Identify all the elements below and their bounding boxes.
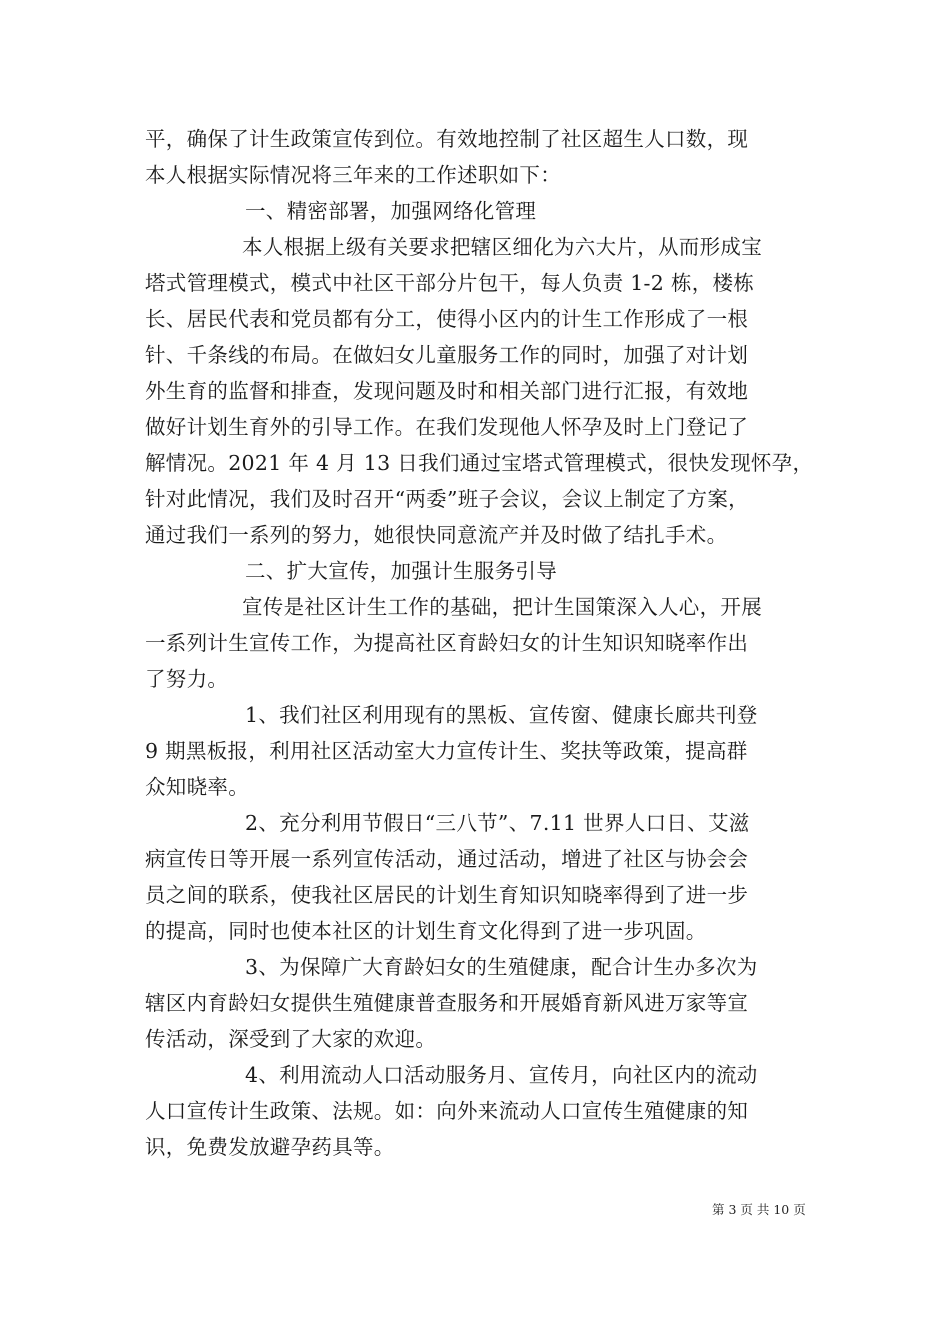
section-heading: 二、扩大宣传，加强计生服务引导 — [245, 559, 557, 583]
text-line: 的提高，同时也使本社区的计划生育文化得到了进一步巩固。 — [145, 919, 707, 943]
text-line: 传活动，深受到了大家的欢迎。 — [145, 1027, 437, 1051]
section-heading: 一、精密部署，加强网络化管理 — [245, 199, 537, 223]
text-line: 9 期黑板报，利用社区活动室大力宣传计生、奖扶等政策，提高群 — [145, 739, 748, 763]
text-line: 员之间的联系，使我社区居民的计划生育知识知晓率得到了进一步 — [145, 883, 749, 907]
text-line: 外生育的监督和排查，发现问题及时和相关部门进行汇报，有效地 — [145, 379, 749, 403]
text-line: 众知晓率。 — [145, 775, 249, 799]
text-line: 一系列计生宣传工作，为提高社区育龄妇女的计生知识知晓率作出 — [145, 631, 749, 655]
text-line: 平，确保了计生政策宣传到位。有效地控制了社区超生人口数，现 — [145, 127, 749, 151]
text-line: 辖区内育龄妇女提供生殖健康普查服务和开展婚育新风进万家等宣 — [145, 991, 749, 1015]
text-line: 做好计划生育外的引导工作。在我们发现他人怀孕及时上门登记了 — [145, 415, 749, 439]
text-line: 了努力。 — [145, 667, 229, 691]
text-line: 宣传是社区计生工作的基础，把计生国策深入人心，开展 — [242, 595, 762, 619]
text-line: 识，免费发放避孕药具等。 — [145, 1135, 395, 1159]
text-line: 针、千条线的布局。在做妇女儿童服务工作的同时，加强了对计划 — [145, 343, 749, 367]
text-line: 针对此情况，我们及时召开“两委”班子会议，会议上制定了方案， — [145, 487, 749, 511]
text-line: 人口宣传计生政策、法规。如：向外来流动人口宣传生殖健康的知 — [145, 1099, 749, 1123]
text-line: 通过我们一系列的努力，她很快同意流产并及时做了结扎手术。 — [145, 523, 728, 547]
text-line: 本人根据实际情况将三年来的工作述职如下： — [145, 163, 561, 187]
page-number-footer: 第 3 页 共 10 页 — [712, 1202, 806, 1217]
document-body — [145, 121, 814, 1165]
text-line: 塔式管理模式，模式中社区干部分片包干，每人负责 1-2 栋，楼栋 — [145, 271, 755, 295]
text-line: 长、居民代表和党员都有分工，使得小区内的计生工作形成了一根 — [145, 307, 749, 331]
list-item-start: 1、我们社区利用现有的黑板、宣传窗、健康长廊共刊登 — [245, 703, 758, 727]
text-line: 解情况。2021 年 4 月 13 日我们通过宝塔式管理模式，很快发现怀孕， — [145, 451, 814, 475]
text-line: 本人根据上级有关要求把辖区细化为六大片，从而形成宝 — [242, 235, 762, 259]
list-item-start: 3、为保障广大育龄妇女的生殖健康，配合计生办多次为 — [245, 955, 758, 979]
list-item-start: 2、充分利用节假日“三八节”、7.11 世界人口日、艾滋 — [245, 811, 750, 835]
list-item-start: 4、利用流动人口活动服务月、宣传月，向社区内的流动 — [245, 1063, 758, 1087]
text-line: 病宣传日等开展一系列宣传活动，通过活动，增进了社区与协会会 — [145, 847, 749, 871]
